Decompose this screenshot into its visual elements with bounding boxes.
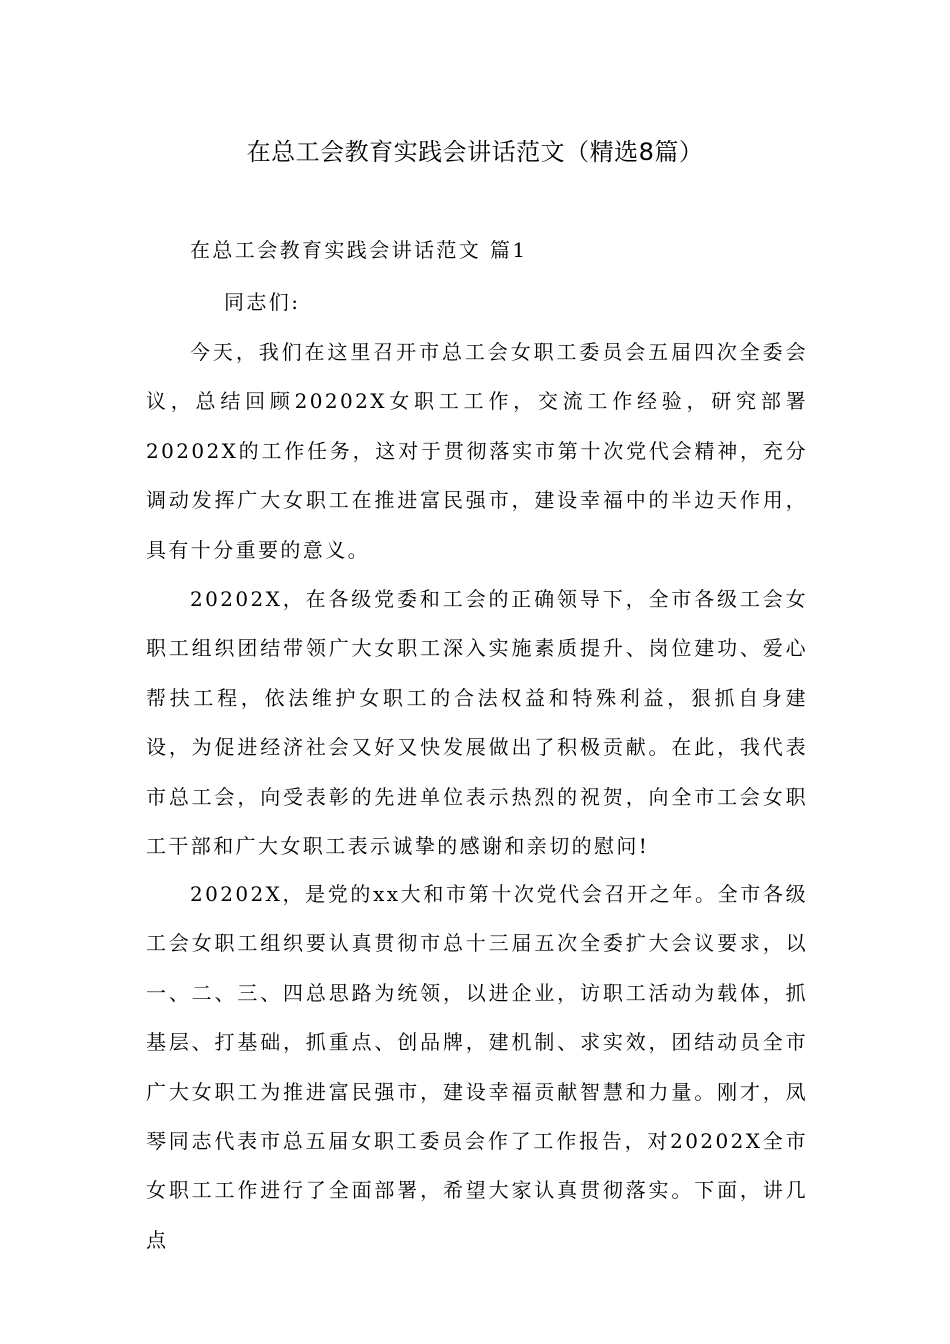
paragraph-3: 20202X，是党的xx大和市第十次党代会召开之年。全市各级工会女职工组织要认真贯彻市总十三届五次全委扩大会议要求，以一、二、三、四总思路为统领，以进企业，访职工活动为载体，抓基层、打基础，抓重点、创品牌，建机制、求实效，团结动员全市广大女职工为推进富民强市，建设幸福贡献智慧和力量。刚才，凤琴同志代表市总五届女职工委员会作了工作报告，对20202X全市女职工工作进行了全面部署，希望大家认真贯彻落实。下面，讲几点 bbox=[146, 882, 808, 1252]
document-title: 在总工会教育实践会讲话范文（精选8篇） bbox=[246, 138, 704, 166]
section-heading: 在总工会教育实践会讲话范文 篇1 bbox=[190, 238, 528, 262]
salutation: 同志们: bbox=[224, 290, 301, 314]
paragraph-1: 今天，我们在这里召开市总工会女职工委员会五届四次全委会议，总结回顾20202X女职工工作，交流工作经验，研究部署20202X的工作任务，这对于贯彻落实市第十次党代会精神，充分调动发挥广大女职工在推进富民强市，建设幸福中的半边天作用，具有十分重要的意义。 bbox=[146, 340, 808, 562]
paragraph-2: 20202X，在各级党委和工会的正确领导下，全市各级工会女职工组织团结带领广大女职工深入实施素质提升、岗位建功、爱心帮扶工程，依法维护女职工的合法权益和特殊利益，狠抓自身建设，为促进经济社会又好又快发展做出了积极贡献。在此，我代表市总工会，向受表彰的先进单位表示热烈的祝贺，向全市工会女职工干部和广大女职工表示诚挚的感谢和亲切的慰问! bbox=[146, 587, 808, 859]
